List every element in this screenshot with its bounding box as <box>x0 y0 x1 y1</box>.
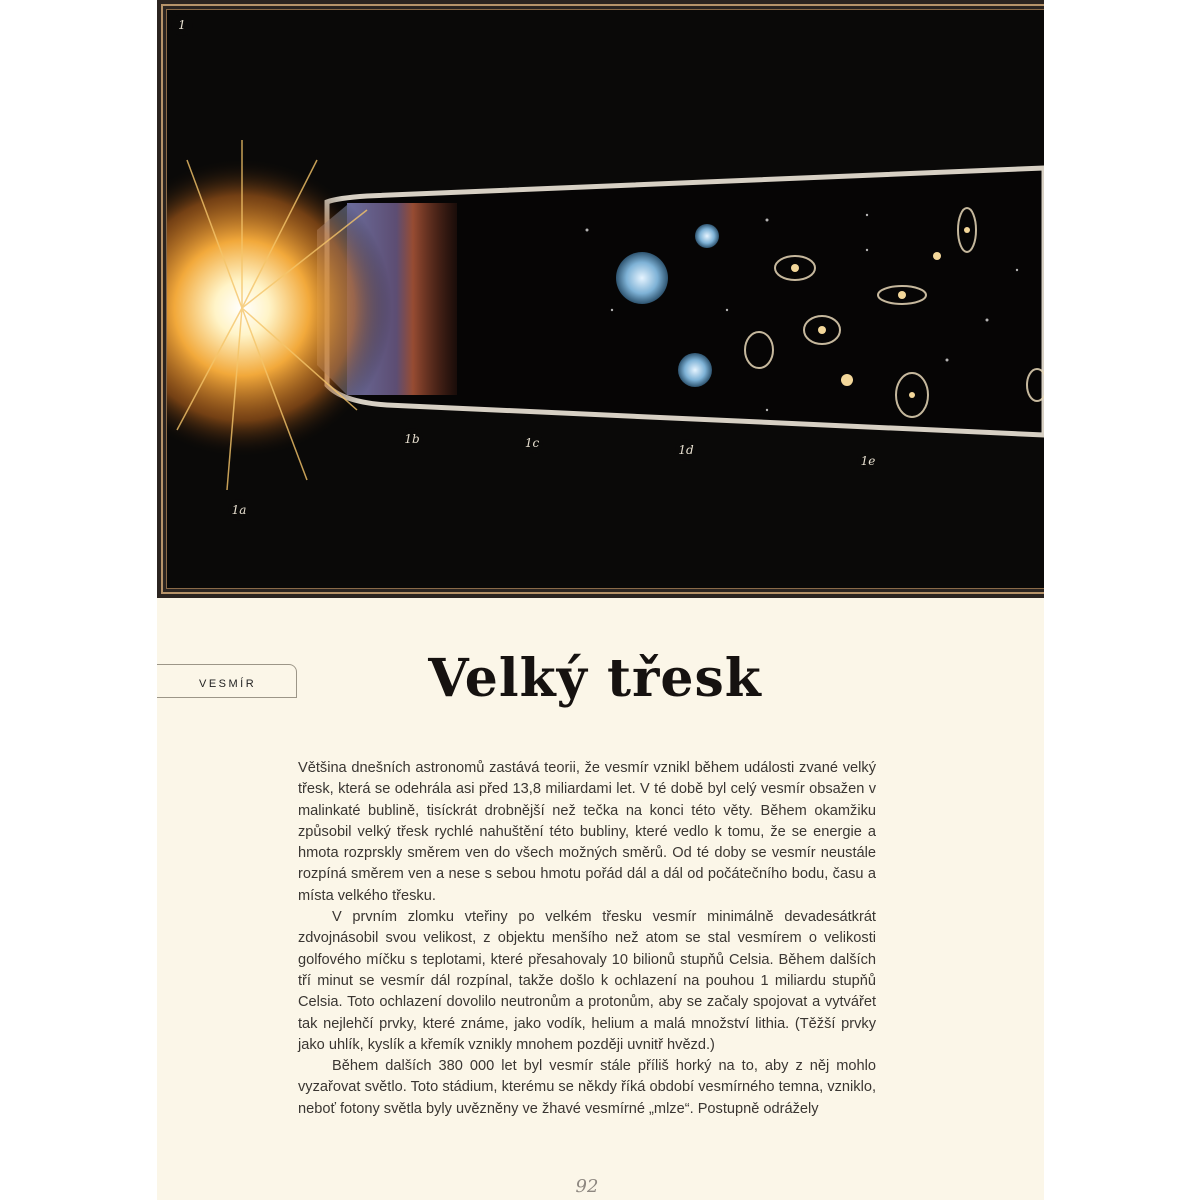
paragraph-2: V prvním zlomku vteřiny po velkém třesku vesmír minimálně devadesátkrát zdvojnásobil svou velikost, z objektu menšího než atom se stal vesmírem o velikosti golfového míčku s teplotami, které přesahovaly 10 bilionů stupňů Celsia. Během dalších tří minut se vesmír dál rozpínal, takže došlo k ochlazení na pouhou 1 miliardu stupňů Celsia. Toto ochlazení dovolilo neutronům a protonům, aby se začaly spojovat a vytvářet tak nejlehčí prvky, které známe, jako vodík, helium a malá množství lithia. (Těžší prvky jako uhlík, kyslík a křemík vznikly mnohem později uvnitř hvězd.) <box>298 909 876 1053</box>
figure-label-1a: 1a <box>228 499 250 521</box>
big-bang-illustration <box>157 0 1044 598</box>
section-tab-label: VESMÍR <box>199 678 257 690</box>
figure-label-1b: 1b <box>401 428 423 450</box>
figure-label-1d: 1d <box>675 439 697 461</box>
paragraph-1: Většina dnešních astronomů zastává teorii, že vesmír vznikl během události zvané velký třesk, která se odehrála asi před 13,8 miliardami let. V té době byl celý vesmír obsažen v malinkaté bublině, tisíckrát drobnější než tečka na konci této věty. Během okamžiku způsobil velký třesk rychlé nahuštění této bubliny, které vedlo k tomu, že se energie a hmota rozprskly směrem ven do všech možných směrů. Od té doby se vesmír neustále rozpíná směrem ven a nese s sebou hmotu pořád dál a dál od počátečního bodu, času a místa velkého třesku. <box>298 760 876 904</box>
paragraph-3: Během dalších 380 000 let byl vesmír stále příliš horký na to, aby z něj mohlo vyzařovat světlo. Toto stádium, kterému se někdy říká období vesmírného temna, vzniklo, neboť fotony světla byly uvězněny ve žhavé vesmírné „mlze“. Postupně odrážely <box>298 1058 876 1117</box>
section-tab <box>157 664 297 698</box>
chapter-title: Velký třesk <box>428 648 762 709</box>
figure-label-1e: 1e <box>857 450 879 472</box>
page-number: 92 <box>575 1176 599 1197</box>
figure-label-1c: 1c <box>521 432 543 454</box>
big-bang-drawing <box>167 10 1044 588</box>
body-text <box>298 758 876 1120</box>
figure-label-1: 1 <box>171 14 193 36</box>
